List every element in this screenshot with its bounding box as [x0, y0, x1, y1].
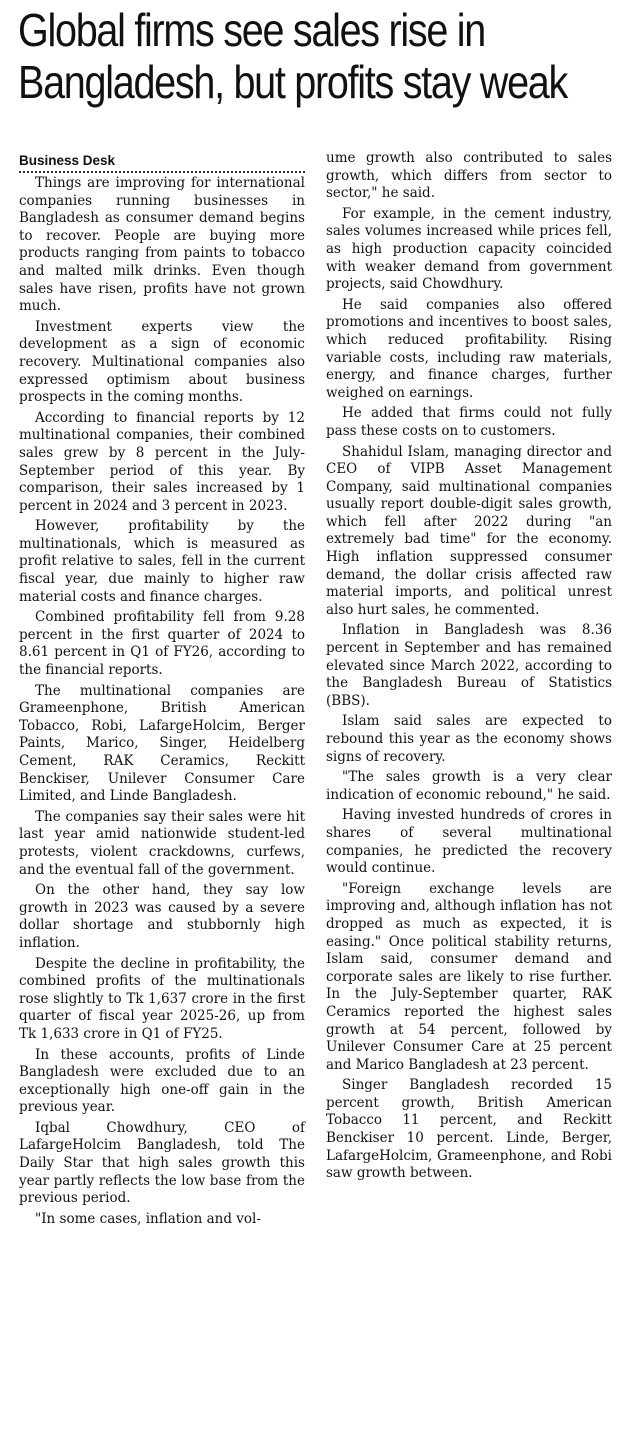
paragraph-continuation: ume growth also contributed to sales growth, which differs from sector to sector," he said. — [326, 150, 612, 202]
paragraph: He said companies also offered promotions and incentives to boost sales, which reduced profitability. Rising variable costs, including raw materials, energy, and finance charges, further weighed on earnings. — [326, 296, 612, 401]
paragraph: Inflation in Bangladesh was 8.36 percent in September and has remained elevated since March 2022, according to the Bangladesh Bureau of Statistics (BBS). — [326, 622, 612, 709]
paragraph: For example, in the cement industry, sales volumes increased while prices fell, as high production capacity coincided with weaker demand from government projects, said Chowdhury. — [326, 205, 612, 293]
paragraph: Despite the decline in profitability, the combined profits of the multinationals rose slightly to Tk 1,637 crore in the first quarter of fiscal year 2025-26, up from Tk 1,633 crore in Q1 of FY25. — [19, 955, 305, 1042]
paragraph: "Foreign exchange levels are improving and, although inflation has not dropped as much as expected, it is easing." Once political stability returns, Islam said, consumer demand and corporate sales are likely to rise further. In the July-September quarter, RAK Ceramics reported the highest sales growth at 54 percent, followed by Unilever Consumer Care at 25 percent and Marico Bangladesh at 23 percent. — [326, 880, 612, 1073]
paragraph: "The sales growth is a very clear indication of economic rebound," he said. — [326, 769, 612, 803]
headline-line-2: Bangladesh, but profits stay weak — [18, 56, 567, 108]
paragraph: The companies say their sales were hit last year amid nationwide student-led protests, violent crackdowns, curfews, and the eventual fall of the government. — [19, 808, 305, 878]
headline — [18, 4, 567, 108]
paragraph: In these accounts, profits of Linde Bangladesh were excluded due to an exceptionally high one-off gain in the previous year. — [19, 1046, 305, 1116]
paragraph: Singer Bangladesh recorded 15 percent growth, British American Tobacco 11 percent, and Reckitt Benckiser 10 percent. Linde, Berger, LafargeHolcim, Grameenphone, and Robi saw growth between. — [326, 1077, 612, 1182]
paragraph: According to financial reports by 12 multinational companies, their combined sales grew by 8 percent in the July-September period of this year. By comparison, their sales increased by 1 percent in 2024 and 3 percent in 2023. — [19, 409, 305, 514]
article-column-left — [19, 152, 305, 1231]
paragraph: He added that firms could not fully pass these costs on to customers. — [326, 405, 612, 439]
paragraph: Having invested hundreds of crores in shares of several multinational companies, he predicted the recovery would continue. — [326, 807, 612, 877]
paragraph: However, profitability by the multinationals, which is measured as profit relative to sales, fell in the current fiscal year, due mainly to higher raw material costs and finance charges. — [19, 518, 305, 605]
paragraph: Investment experts view the development as a sign of economic recovery. Multinational companies also expressed optimism about business prospects in the coming months. — [19, 318, 305, 406]
paragraph: Shahidul Islam, managing director and CEO of VIPB Asset Management Company, said multinational companies usually report double-digit sales growth, which fell after 2022 during "an extremely bad time" for the economy. High inflation suppressed consumer demand, the dollar crisis affected raw material imports, and political unrest also hurt sales, he commented. — [326, 443, 612, 618]
paragraph: Things are improving for international companies running businesses in Bangladesh as consumer demand begins to recover. People are buying more products ranging from paints to tobacco and malted milk drinks. Even though sales have risen, profits have not grown much. — [19, 175, 305, 315]
paragraph: "In some cases, inflation and vol- — [35, 1210, 261, 1227]
headline-line-1: Global firms see sales rise in — [18, 4, 485, 56]
byline: Business Desk — [19, 152, 305, 173]
paragraph: Islam said sales are expected to rebound this year as the economy shows signs of recovery. — [326, 713, 612, 765]
article-column-right — [326, 150, 612, 1186]
paragraph: Combined profitability fell from 9.28 percent in the first quarter of 2024 to 8.61 percent in Q1 of FY26, according to the financial reports. — [19, 609, 305, 679]
paragraph: Iqbal Chowdhury, CEO of LafargeHolcim Bangladesh, told The Daily Star that high sales growth this year partly reflects the low base from the previous period. — [19, 1119, 305, 1207]
paragraph: On the other hand, they say low growth in 2023 was caused by a severe dollar shortage and stubbornly high inflation. — [19, 882, 305, 951]
paragraph: The multinational companies are Grameenphone, British American Tobacco, Robi, LafargeHolcim, Berger Paints, Marico, Singer, Heidelberg Cement, RAK Ceramics, Reckitt Benckiser, Unilever Consumer Care Limited, and Linde Bangladesh. — [19, 682, 305, 805]
